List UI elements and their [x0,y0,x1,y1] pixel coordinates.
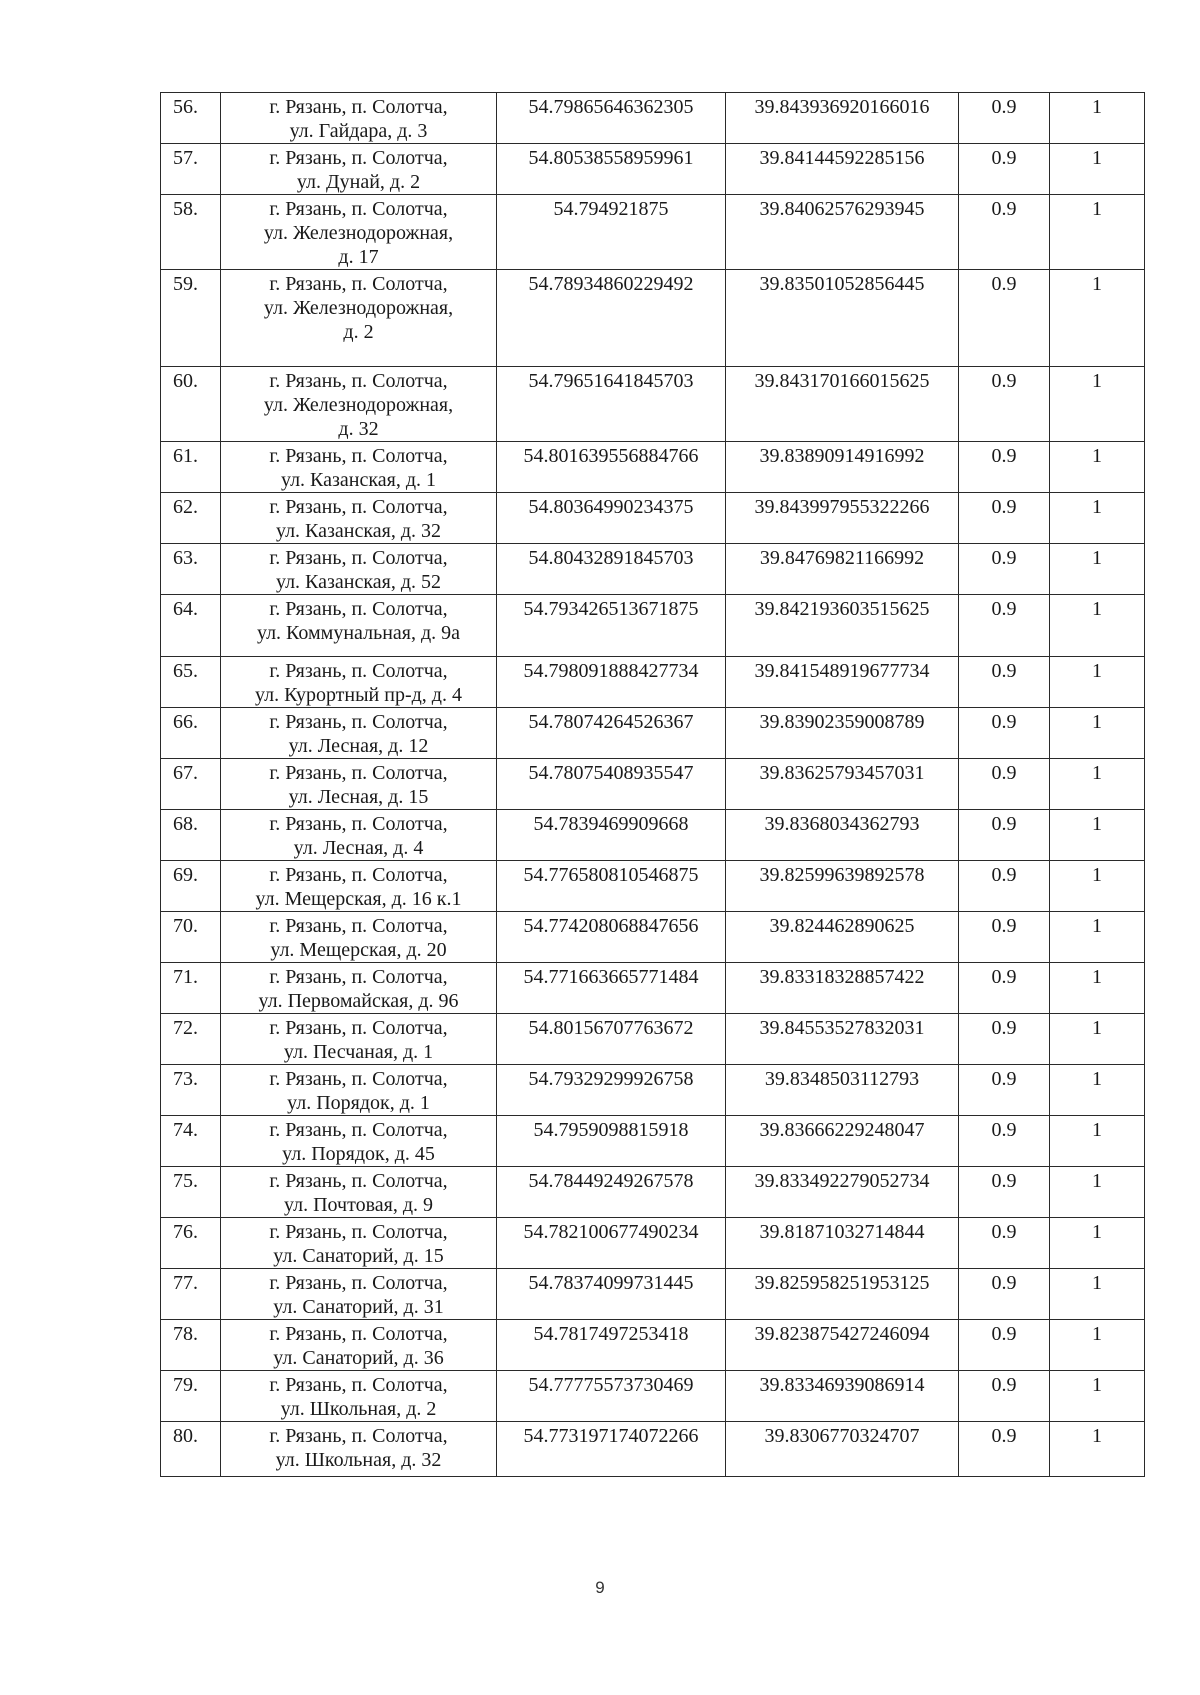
address-cell: г. Рязань, п. Солотча, ул. Порядок, д. 1 [221,1065,497,1116]
count-cell: 1 [1050,1371,1145,1422]
address-cell: г. Рязань, п. Солотча, ул. Коммунальная, д. 9а [221,595,497,657]
latitude-cell: 54.793426513671875 [497,595,726,657]
coefficient-cell: 0.9 [959,657,1050,708]
count-cell: 1 [1050,595,1145,657]
latitude-cell: 54.7817497253418 [497,1320,726,1371]
count-cell: 1 [1050,93,1145,144]
table-row [161,657,1145,708]
row-number: 73. [161,1065,221,1116]
address-cell: г. Рязань, п. Солотча, ул. Лесная, д. 12 [221,708,497,759]
latitude-cell: 54.773197174072266 [497,1422,726,1477]
address-cell: г. Рязань, п. Солотча, ул. Санаторий, д. 31 [221,1269,497,1320]
count-cell: 1 [1050,1014,1145,1065]
address-cell: г. Рязань, п. Солотча, ул. Школьная, д. 32 [221,1422,497,1477]
row-number: 56. [161,93,221,144]
table-row [161,493,1145,544]
table-row [161,1422,1145,1477]
latitude-cell: 54.79865646362305 [497,93,726,144]
address-cell: г. Рязань, п. Солотча, ул. Школьная, д. 2 [221,1371,497,1422]
count-cell: 1 [1050,270,1145,367]
coefficient-cell: 0.9 [959,195,1050,270]
row-number: 64. [161,595,221,657]
table-row [161,367,1145,442]
coefficient-cell: 0.9 [959,861,1050,912]
longitude-cell: 39.84553527832031 [726,1014,959,1065]
address-cell: г. Рязань, п. Солотча, ул. Лесная, д. 4 [221,810,497,861]
longitude-cell: 39.83890914916992 [726,442,959,493]
longitude-cell: 39.83625793457031 [726,759,959,810]
latitude-cell: 54.79329299926758 [497,1065,726,1116]
table-row [161,1269,1145,1320]
count-cell: 1 [1050,1116,1145,1167]
coefficient-cell: 0.9 [959,144,1050,195]
row-number: 61. [161,442,221,493]
count-cell: 1 [1050,1269,1145,1320]
count-cell: 1 [1050,708,1145,759]
longitude-cell: 39.84062576293945 [726,195,959,270]
row-number: 60. [161,367,221,442]
address-cell: г. Рязань, п. Солотча, ул. Железнодорожная, д. 17 [221,195,497,270]
coefficient-cell: 0.9 [959,1116,1050,1167]
address-cell: г. Рязань, п. Солотча, ул. Железнодорожная, д. 32 [221,367,497,442]
longitude-cell: 39.84769821166992 [726,544,959,595]
latitude-cell: 54.771663665771484 [497,963,726,1014]
coefficient-cell: 0.9 [959,442,1050,493]
longitude-cell: 39.83346939086914 [726,1371,959,1422]
coefficient-cell: 0.9 [959,1218,1050,1269]
row-number: 58. [161,195,221,270]
latitude-cell: 54.78374099731445 [497,1269,726,1320]
table-row [161,270,1145,367]
row-number: 72. [161,1014,221,1065]
coefficient-cell: 0.9 [959,1167,1050,1218]
longitude-cell: 39.8348503112793 [726,1065,959,1116]
table-row [161,1065,1145,1116]
row-number: 67. [161,759,221,810]
count-cell: 1 [1050,1218,1145,1269]
count-cell: 1 [1050,1422,1145,1477]
address-cell: г. Рязань, п. Солотча, ул. Мещерская, д. 20 [221,912,497,963]
coefficient-cell: 0.9 [959,544,1050,595]
latitude-cell: 54.80538558959961 [497,144,726,195]
count-cell: 1 [1050,195,1145,270]
row-number: 66. [161,708,221,759]
count-cell: 1 [1050,810,1145,861]
table-row [161,595,1145,657]
count-cell: 1 [1050,912,1145,963]
page-number: 9 [595,1578,605,1597]
longitude-cell: 39.843936920166016 [726,93,959,144]
table-row [161,442,1145,493]
table-row [161,1167,1145,1218]
table-row [161,1014,1145,1065]
coefficient-cell: 0.9 [959,810,1050,861]
count-cell: 1 [1050,144,1145,195]
coefficient-cell: 0.9 [959,93,1050,144]
longitude-cell: 39.843997955322266 [726,493,959,544]
row-number: 75. [161,1167,221,1218]
table-row [161,544,1145,595]
latitude-cell: 54.78934860229492 [497,270,726,367]
row-number: 80. [161,1422,221,1477]
latitude-cell: 54.79651641845703 [497,367,726,442]
coefficient-cell: 0.9 [959,1014,1050,1065]
coefficient-cell: 0.9 [959,1371,1050,1422]
latitude-cell: 54.80432891845703 [497,544,726,595]
row-number: 59. [161,270,221,367]
address-cell: г. Рязань, п. Солотча, ул. Казанская, д. 32 [221,493,497,544]
table-row [161,1371,1145,1422]
longitude-cell: 39.825958251953125 [726,1269,959,1320]
address-cell: г. Рязань, п. Солотча, ул. Лесная, д. 15 [221,759,497,810]
coefficient-cell: 0.9 [959,759,1050,810]
address-cell: г. Рязань, п. Солотча, ул. Санаторий, д. 15 [221,1218,497,1269]
coefficient-cell: 0.9 [959,493,1050,544]
coefficient-cell: 0.9 [959,963,1050,1014]
address-cell: г. Рязань, п. Солотча, ул. Порядок, д. 45 [221,1116,497,1167]
address-cell: г. Рязань, п. Солотча, ул. Первомайская, д. 96 [221,963,497,1014]
coefficient-cell: 0.9 [959,912,1050,963]
latitude-cell: 54.801639556884766 [497,442,726,493]
latitude-cell: 54.7839469909668 [497,810,726,861]
address-cell: г. Рязань, п. Солотча, ул. Казанская, д. 1 [221,442,497,493]
table-row [161,759,1145,810]
count-cell: 1 [1050,759,1145,810]
longitude-cell: 39.83902359008789 [726,708,959,759]
table-row [161,144,1145,195]
row-number: 74. [161,1116,221,1167]
coefficient-cell: 0.9 [959,367,1050,442]
row-number: 78. [161,1320,221,1371]
coefficient-cell: 0.9 [959,1269,1050,1320]
table-row [161,708,1145,759]
address-cell: г. Рязань, п. Солотча, ул. Гайдара, д. 3 [221,93,497,144]
latitude-cell: 54.776580810546875 [497,861,726,912]
row-number: 57. [161,144,221,195]
longitude-cell: 39.83318328857422 [726,963,959,1014]
table-row [161,861,1145,912]
latitude-cell: 54.7959098815918 [497,1116,726,1167]
row-number: 70. [161,912,221,963]
latitude-cell: 54.80156707763672 [497,1014,726,1065]
address-cell: г. Рязань, п. Солотча, ул. Курортный пр-д, д. 4 [221,657,497,708]
longitude-cell: 39.8306770324707 [726,1422,959,1477]
latitude-cell: 54.77775573730469 [497,1371,726,1422]
table-row [161,1320,1145,1371]
count-cell: 1 [1050,657,1145,708]
coefficient-cell: 0.9 [959,1320,1050,1371]
count-cell: 1 [1050,367,1145,442]
longitude-cell: 39.833492279052734 [726,1167,959,1218]
row-number: 65. [161,657,221,708]
row-number: 62. [161,493,221,544]
table-body [161,93,1145,1477]
row-number: 68. [161,810,221,861]
longitude-cell: 39.81871032714844 [726,1218,959,1269]
address-cell: г. Рязань, п. Солотча, ул. Казанская, д. 52 [221,544,497,595]
table-row [161,912,1145,963]
count-cell: 1 [1050,442,1145,493]
longitude-cell: 39.842193603515625 [726,595,959,657]
count-cell: 1 [1050,963,1145,1014]
row-number: 69. [161,861,221,912]
row-number: 76. [161,1218,221,1269]
longitude-cell: 39.83501052856445 [726,270,959,367]
address-cell: г. Рязань, п. Солотча, ул. Мещерская, д. 16 к.1 [221,861,497,912]
coefficient-cell: 0.9 [959,708,1050,759]
count-cell: 1 [1050,1065,1145,1116]
longitude-cell: 39.824462890625 [726,912,959,963]
address-cell: г. Рязань, п. Солотча, ул. Железнодорожная, д. 2 [221,270,497,367]
address-cell: г. Рязань, п. Солотча, ул. Дунай, д. 2 [221,144,497,195]
address-cell: г. Рязань, п. Солотча, ул. Санаторий, д. 36 [221,1320,497,1371]
table-row [161,195,1145,270]
coefficient-cell: 0.9 [959,595,1050,657]
longitude-cell: 39.82599639892578 [726,861,959,912]
latitude-cell: 54.80364990234375 [497,493,726,544]
table-row [161,93,1145,144]
latitude-cell: 54.794921875 [497,195,726,270]
table-row [161,963,1145,1014]
latitude-cell: 54.774208068847656 [497,912,726,963]
latitude-cell: 54.782100677490234 [497,1218,726,1269]
address-cell: г. Рязань, п. Солотча, ул. Почтовая, д. 9 [221,1167,497,1218]
longitude-cell: 39.83666229248047 [726,1116,959,1167]
table-row [161,810,1145,861]
longitude-cell: 39.8368034362793 [726,810,959,861]
coefficient-cell: 0.9 [959,1065,1050,1116]
table-row [161,1116,1145,1167]
coefficient-cell: 0.9 [959,270,1050,367]
longitude-cell: 39.823875427246094 [726,1320,959,1371]
count-cell: 1 [1050,493,1145,544]
count-cell: 1 [1050,1320,1145,1371]
count-cell: 1 [1050,544,1145,595]
longitude-cell: 39.841548919677734 [726,657,959,708]
coefficient-cell: 0.9 [959,1422,1050,1477]
row-number: 79. [161,1371,221,1422]
count-cell: 1 [1050,1167,1145,1218]
latitude-cell: 54.798091888427734 [497,657,726,708]
table-row [161,1218,1145,1269]
count-cell: 1 [1050,861,1145,912]
latitude-cell: 54.78449249267578 [497,1167,726,1218]
row-number: 63. [161,544,221,595]
longitude-cell: 39.84144592285156 [726,144,959,195]
address-coordinates-table [160,92,1145,1477]
address-cell: г. Рязань, п. Солотча, ул. Песчаная, д. 1 [221,1014,497,1065]
latitude-cell: 54.78075408935547 [497,759,726,810]
row-number: 77. [161,1269,221,1320]
row-number: 71. [161,963,221,1014]
longitude-cell: 39.843170166015625 [726,367,959,442]
latitude-cell: 54.78074264526367 [497,708,726,759]
